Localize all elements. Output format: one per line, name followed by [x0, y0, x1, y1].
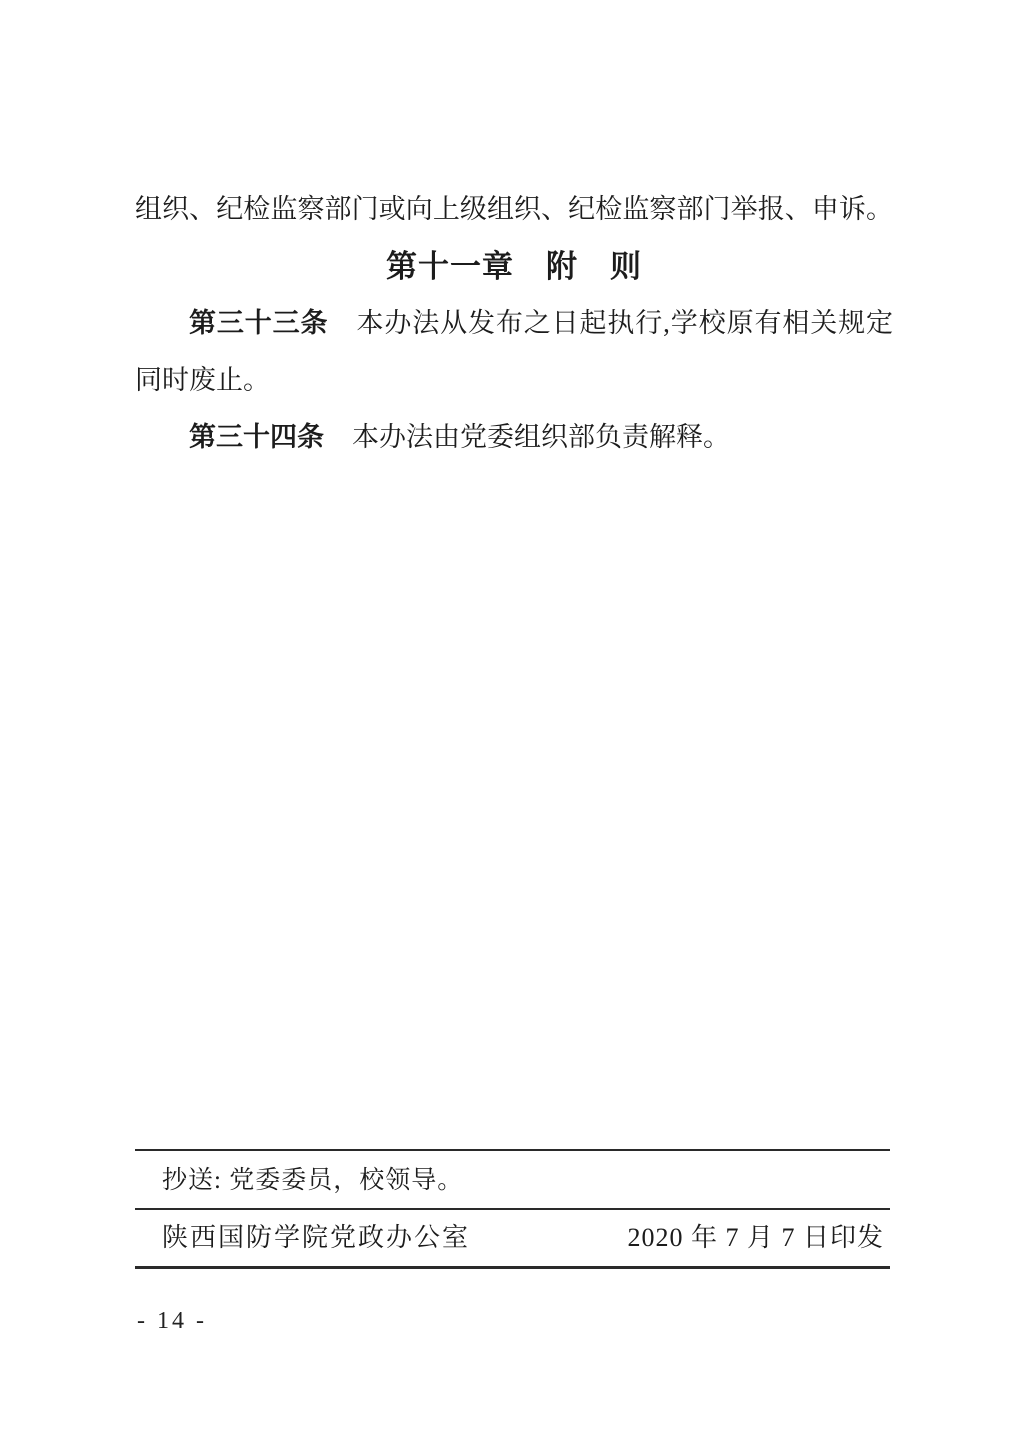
issue-date: 2020 年 7 月 7 日印发	[627, 1223, 884, 1252]
article-33-number: 第三十三条	[189, 308, 329, 338]
issuer-row	[135, 1210, 890, 1266]
article-34-number: 第三十四条	[189, 422, 324, 452]
article-34-text: 本办法由党委组织部负责解释。	[352, 422, 730, 452]
issuing-office: 陕西国防学院党政办公室	[162, 1223, 471, 1252]
page-number: - 14 -	[137, 1308, 207, 1334]
copy-to-line: 抄送: 党委委员，校领导。	[162, 1167, 464, 1194]
continuation-paragraph: 组织、纪检监察部门或向上级组织、纪检监察部门举报、申诉。	[135, 194, 893, 224]
document-footer	[135, 1149, 890, 1269]
article-33-text: 本办法从发布之日起执行,学校原有相关规定同时废止。	[135, 308, 894, 395]
article-34	[135, 409, 893, 466]
chapter-heading: 第十一章 附 则	[386, 249, 642, 284]
article-33	[135, 295, 893, 409]
footer-bottom-rule	[135, 1266, 890, 1269]
document-body	[135, 181, 893, 466]
